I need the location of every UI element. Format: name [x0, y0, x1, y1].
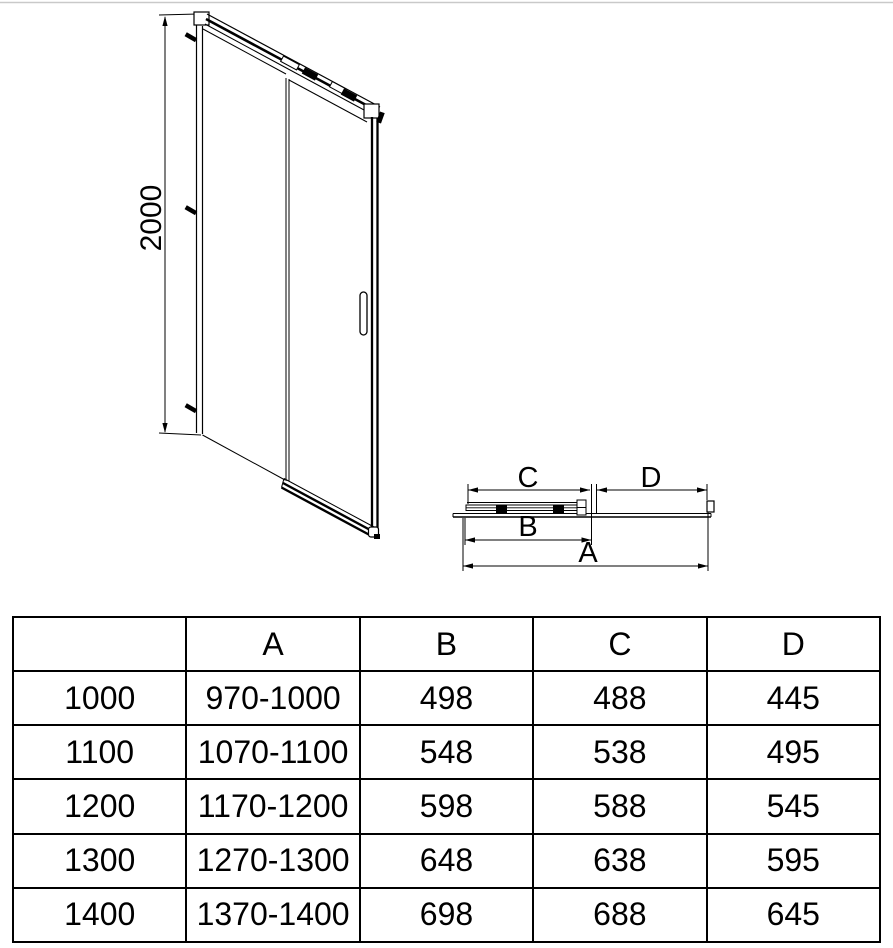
wall-clip-bottom: [185, 403, 198, 413]
table-row: [13, 671, 880, 725]
table-cell: 1400: [13, 888, 186, 942]
plan-roller-1: [496, 506, 507, 514]
column-header-a: A: [186, 617, 359, 671]
table-cell: 588: [533, 779, 706, 833]
table-cell: 1200: [13, 779, 186, 833]
height-dimension-label: 2000: [135, 184, 168, 252]
plan-door-clamp-upper: [577, 500, 586, 508]
table-row: [13, 888, 880, 942]
table-cell: 1170-1200: [186, 779, 359, 833]
dimension-b: [465, 511, 592, 545]
table-cell: 538: [533, 725, 706, 779]
table-cell: 970-1000: [186, 671, 359, 725]
table-row: [13, 725, 880, 779]
table-cell: 445: [707, 671, 880, 725]
dimension-a-label: A: [578, 537, 598, 569]
height-dimension: [135, 14, 201, 435]
table-cell: 545: [707, 779, 880, 833]
front-view: [135, 12, 385, 539]
plan-view: [453, 462, 714, 571]
panel-divider: [286, 78, 289, 482]
table-cell: 698: [360, 888, 533, 942]
column-header-size: [13, 617, 186, 671]
table-cell: 1270-1300: [186, 834, 359, 888]
table-cell: 1000: [13, 671, 186, 725]
table-cell: 488: [533, 671, 706, 725]
bottom-rail-foot: [374, 534, 380, 539]
left-wall-profile: [185, 25, 203, 434]
dimension-b-label: B: [518, 511, 538, 543]
table-cell: 1300: [13, 834, 186, 888]
plan-right-wall-bracket: [707, 501, 714, 512]
door-handle: [360, 292, 367, 335]
wall-clip-top: [185, 32, 198, 42]
column-header-c: C: [533, 617, 706, 671]
dimensions-table: [12, 616, 881, 943]
table-cell: 1070-1100: [186, 725, 359, 779]
wall-clip-middle: [185, 205, 198, 215]
column-header-d: D: [707, 617, 880, 671]
table-cell: 548: [360, 725, 533, 779]
table-cell: 495: [707, 725, 880, 779]
table-cell: 498: [360, 671, 533, 725]
table-cell: 688: [533, 888, 706, 942]
rail-end-cap: [364, 104, 379, 118]
table-cell: 1100: [13, 725, 186, 779]
table-row: [13, 834, 880, 888]
table-cell: 1370-1400: [186, 888, 359, 942]
table-cell: 598: [360, 779, 533, 833]
fixed-panel-bottom-edge: [203, 435, 286, 480]
dimension-c-label: C: [517, 462, 539, 494]
dimension-d-label: D: [640, 462, 662, 494]
door-right-stile: [372, 117, 378, 531]
table-row: [13, 779, 880, 833]
plan-door-clamp-lower: [577, 508, 586, 516]
table-cell: 595: [707, 834, 880, 888]
dimension-a: [463, 512, 708, 571]
dimension-d: [597, 462, 708, 514]
plan-roller-2: [553, 506, 564, 514]
table-cell: 645: [707, 888, 880, 942]
column-header-b: B: [360, 617, 533, 671]
table-cell: 648: [360, 834, 533, 888]
table-cell: 638: [533, 834, 706, 888]
bottom-rail: [282, 479, 381, 540]
table-header-row: [13, 617, 880, 671]
